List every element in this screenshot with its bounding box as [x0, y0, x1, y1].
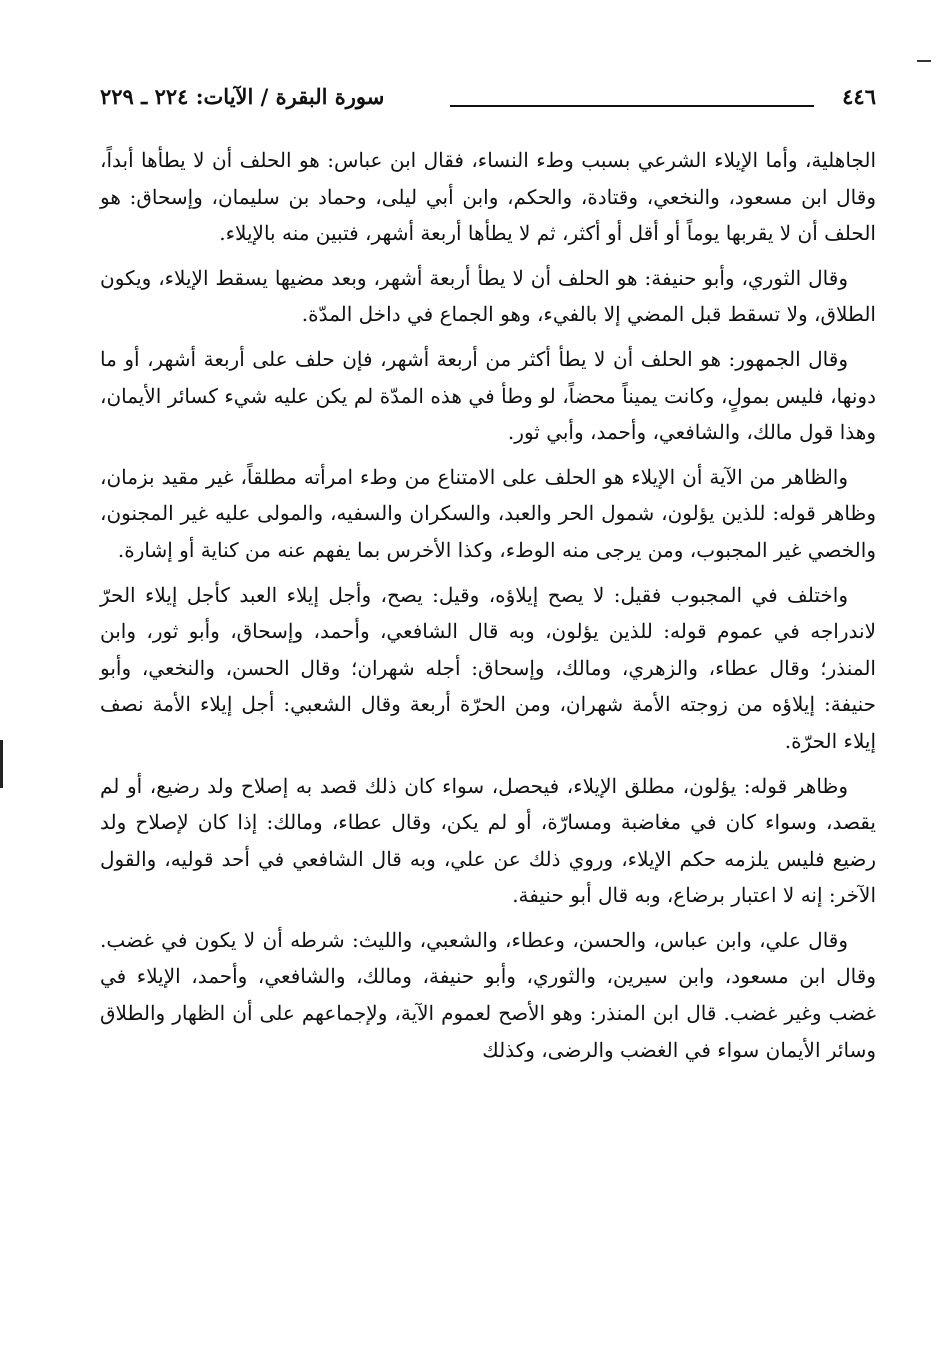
- header-title: سورة البقرة / الآيات: ٢٢٤ ـ ٢٢٩: [100, 84, 385, 109]
- paragraph: وظاهر قوله: يؤلون، مطلق الإيلاء، فيحصل، سواء كان ذلك قصد به إصلاح ولد رضيع، أو لم يقصد، وسواء كان في مغاضبة ومسارّة، أو لم يكن، وقال عطاء، ومالك: إذا كان لإصلاح ولد رضيع فليس يلزمه حكم الإيلاء، وروي ذلك عن علي، وبه قال الشافعي في أحد قوليه، والقول الآخر: إنه لا اعتبار برضاع، وبه قال أبو حنيفة.: [100, 773, 876, 908]
- paragraph: وقال علي، وابن عباس، والحسن، وعطاء، والشعبي، والليث: شرطه أن لا يكون في غضب. وقال ابن مسعود، وابن سيرين، والثوري، وأبو حنيفة، ومالك، والشافعي، وأحمد، الإيلاء في غضب وغير غضب. قال ابن المنذر: وهو الأصح لعموم الآية، ولإجماعهم على أن الظهار والطلاق وسائر الأيمان سواء في الغضب والرضى، وكذلك: [100, 927, 876, 1062]
- header-rule: [450, 105, 814, 107]
- paragraph: واختلف في المجبوب فقيل: لا يصح إيلاؤه، وقيل: يصح، وأجل إيلاء العبد كأجل إيلاء الحرّ لاندراجه في عموم قوله: للذين يؤلون، وبه قال الشافعي، وأحمد، وإسحاق، وأبو ثور، وابن المنذر؛ وقال عطاء، والزهري، ومالك، وإسحاق: أجله شهران؛ وقال الحسن، والنخعي، وأبو حنيفة: إيلاؤه من زوجته الأمة شهران، ومن الحرّة أربعة وقال الشعبي: أجل إيلاء الأمة نصف إيلاء الحرّة.: [100, 582, 876, 753]
- scan-margin-mark: [0, 740, 3, 788]
- paragraph: وقال الثوري، وأبو حنيفة: هو الحلف أن لا يطأ أربعة أشهر، وبعد مضيها يسقط الإيلاء، ويكون الطلاق، ولا تسقط قبل المضي إلا بالفيء، وهو الجماع في داخل المدّة.: [100, 265, 876, 327]
- scan-mark: [917, 60, 931, 62]
- body-text: [100, 142, 876, 1076]
- running-header: [100, 82, 876, 116]
- page-number: ٤٤٦: [842, 84, 876, 109]
- paragraph: والظاهر من الآية أن الإيلاء هو الحلف على الامتناع من وطء امرأته مطلقاً، غير مقيد بزمان، وظاهر قوله: للذين يؤلون، شمول الحر والعبد، والسكران والسفيه، والمولى عليه غير المجنون، والخصي غير المجبوب، ومن يرجى منه الوطء، وكذا الأخرس بما يفهم عنه من كناية أو إشارة.: [100, 464, 876, 562]
- paragraph: وقال الجمهور: هو الحلف أن لا يطأ أكثر من أربعة أشهر، فإن حلف على أربعة أشهر، أو ما دونها، فليس بمولٍ، وكانت يميناً محضاً، لو وطأ في هذه المدّة لم يكن عليه شيء كسائر الأيمان، وهذا قول مالك، والشافعي، وأحمد، وأبي ثور.: [100, 346, 876, 445]
- paragraph: الجاهلية، وأما الإيلاء الشرعي بسبب وطء النساء، فقال ابن عباس: هو الحلف أن لا يطأها أبداً، وقال ابن مسعود، والنخعي، وقتادة، والحكم، وابن أبي ليلى، وحماد بن سليمان، وإسحاق: هو الحلف أن لا يقربها يوماً أو أقل أو أكثر، ثم لا يطأها أربعة أشهر، فتبين منه بالإيلاء.: [100, 148, 877, 246]
